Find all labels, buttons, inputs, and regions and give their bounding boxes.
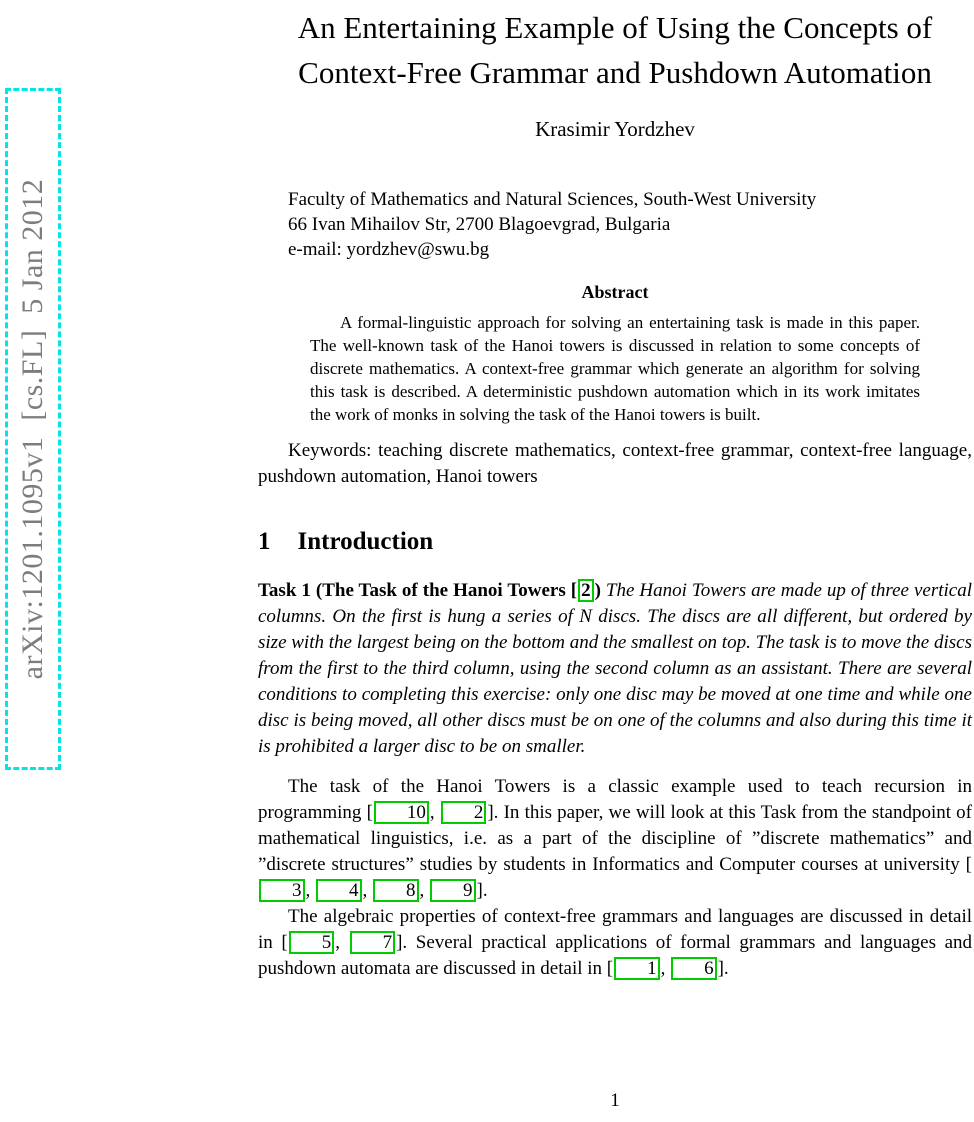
intro-paragraph-1 (258, 774, 972, 904)
text-segment: , (660, 958, 671, 979)
citation-link[interactable]: 10 (374, 801, 429, 824)
abstract-text: A formal-linguistic approach for solving an entertaining task is made in this paper. The well-known task of the Hanoi towers is discussed in relation to some concepts of discrete mathematics. A context-free grammar which generate an algorithm for solving this task is described. A deterministic pushdown automation which in its work imitates the work of monks in solving the task of the Hanoi towers is built. (310, 313, 920, 424)
text-segment: The task of the Hanoi Towers is a classic example used to teach recursion in programming [ (258, 776, 972, 823)
text-segment: , (305, 880, 315, 901)
citation-link[interactable]: 5 (289, 931, 335, 954)
section-number: 1 (258, 528, 271, 555)
text-segment: The algebraic properties of context-free grammars and languages are discussed in detail in [ (258, 906, 972, 953)
text-segment: ]. (717, 958, 729, 979)
text-segment: , (335, 932, 349, 953)
keywords-line: Keywords: teaching discrete mathematics, context-free grammar, context-free language, pushdown automation, Hanoi towers (258, 440, 972, 487)
section-title: Introduction (297, 528, 434, 555)
citation-link[interactable]: 8 (373, 879, 419, 902)
citation-link[interactable]: 9 (430, 879, 476, 902)
paper-title: An Entertaining Example of Using the Concepts of Context-Free Grammar and Pushdown Automation (297, 10, 933, 90)
affiliation-line: 66 Ivan Mihailov Str, 2700 Blagoevgrad, Bulgaria (288, 214, 671, 235)
text-segment: , (362, 880, 372, 901)
text-segment: ]. In this paper, we will look at this Task from the standpoint of mathematical linguistics, i.e. as a part of the discipline of ”discrete mathematics” and ”discrete structures” studies by students in Informatics and Computer courses at university [ (258, 802, 973, 875)
email-line: e-mail: yordzhev@swu.bg (288, 239, 490, 260)
text-segment: , (419, 880, 429, 901)
affiliation-line: Faculty of Mathematics and Natural Sciences, South-West University (288, 189, 817, 210)
arxiv-stamp: arXiv:1201.1095v1 [cs.FL] 5 Jan 2012 (16, 178, 49, 680)
text-segment: The Hanoi Towers are made up of three vertical columns. On the first is hung a series of N discs. The discs are all different, but ordered by size with the largest being on the bottom and the smallest on top. The task is to move the discs from the first to the third column, using the second column as an assistant. There are several conditions to completing this exercise: only one disc may be moved at one time and while one disc is being moved, all other discs must be on one of the columns and also during this time it is prohibited a larger disc to be on smaller. (258, 580, 973, 757)
task-1-paragraph (258, 578, 972, 760)
author-name: Krasimir Yordzhev (535, 117, 695, 141)
text-segment: ]. Several practical applications of formal grammars and languages and pushdown automata are discussed in detail in [ (258, 932, 973, 979)
citation-link[interactable]: 2 (441, 801, 487, 824)
page-body (258, 0, 972, 982)
text-segment: ]. (476, 880, 488, 901)
citation-link[interactable]: 4 (316, 879, 362, 902)
section-heading-introduction (258, 528, 972, 556)
page-number: 1 (610, 1090, 620, 1111)
abstract-heading: Abstract (581, 282, 649, 302)
citation-link[interactable]: 3 (259, 879, 305, 902)
citation-link[interactable]: 2 (578, 579, 594, 602)
intro-paragraph-2 (258, 904, 972, 982)
citation-link[interactable]: 1 (614, 957, 660, 980)
text-segment: , (429, 802, 440, 823)
affiliation-block (258, 187, 972, 262)
citation-link[interactable]: 7 (350, 931, 396, 954)
text-segment: Task 1 (The Task of the Hanoi Towers [ (258, 580, 578, 601)
citation-link[interactable]: 6 (671, 957, 717, 980)
text-segment: ) (594, 580, 606, 601)
